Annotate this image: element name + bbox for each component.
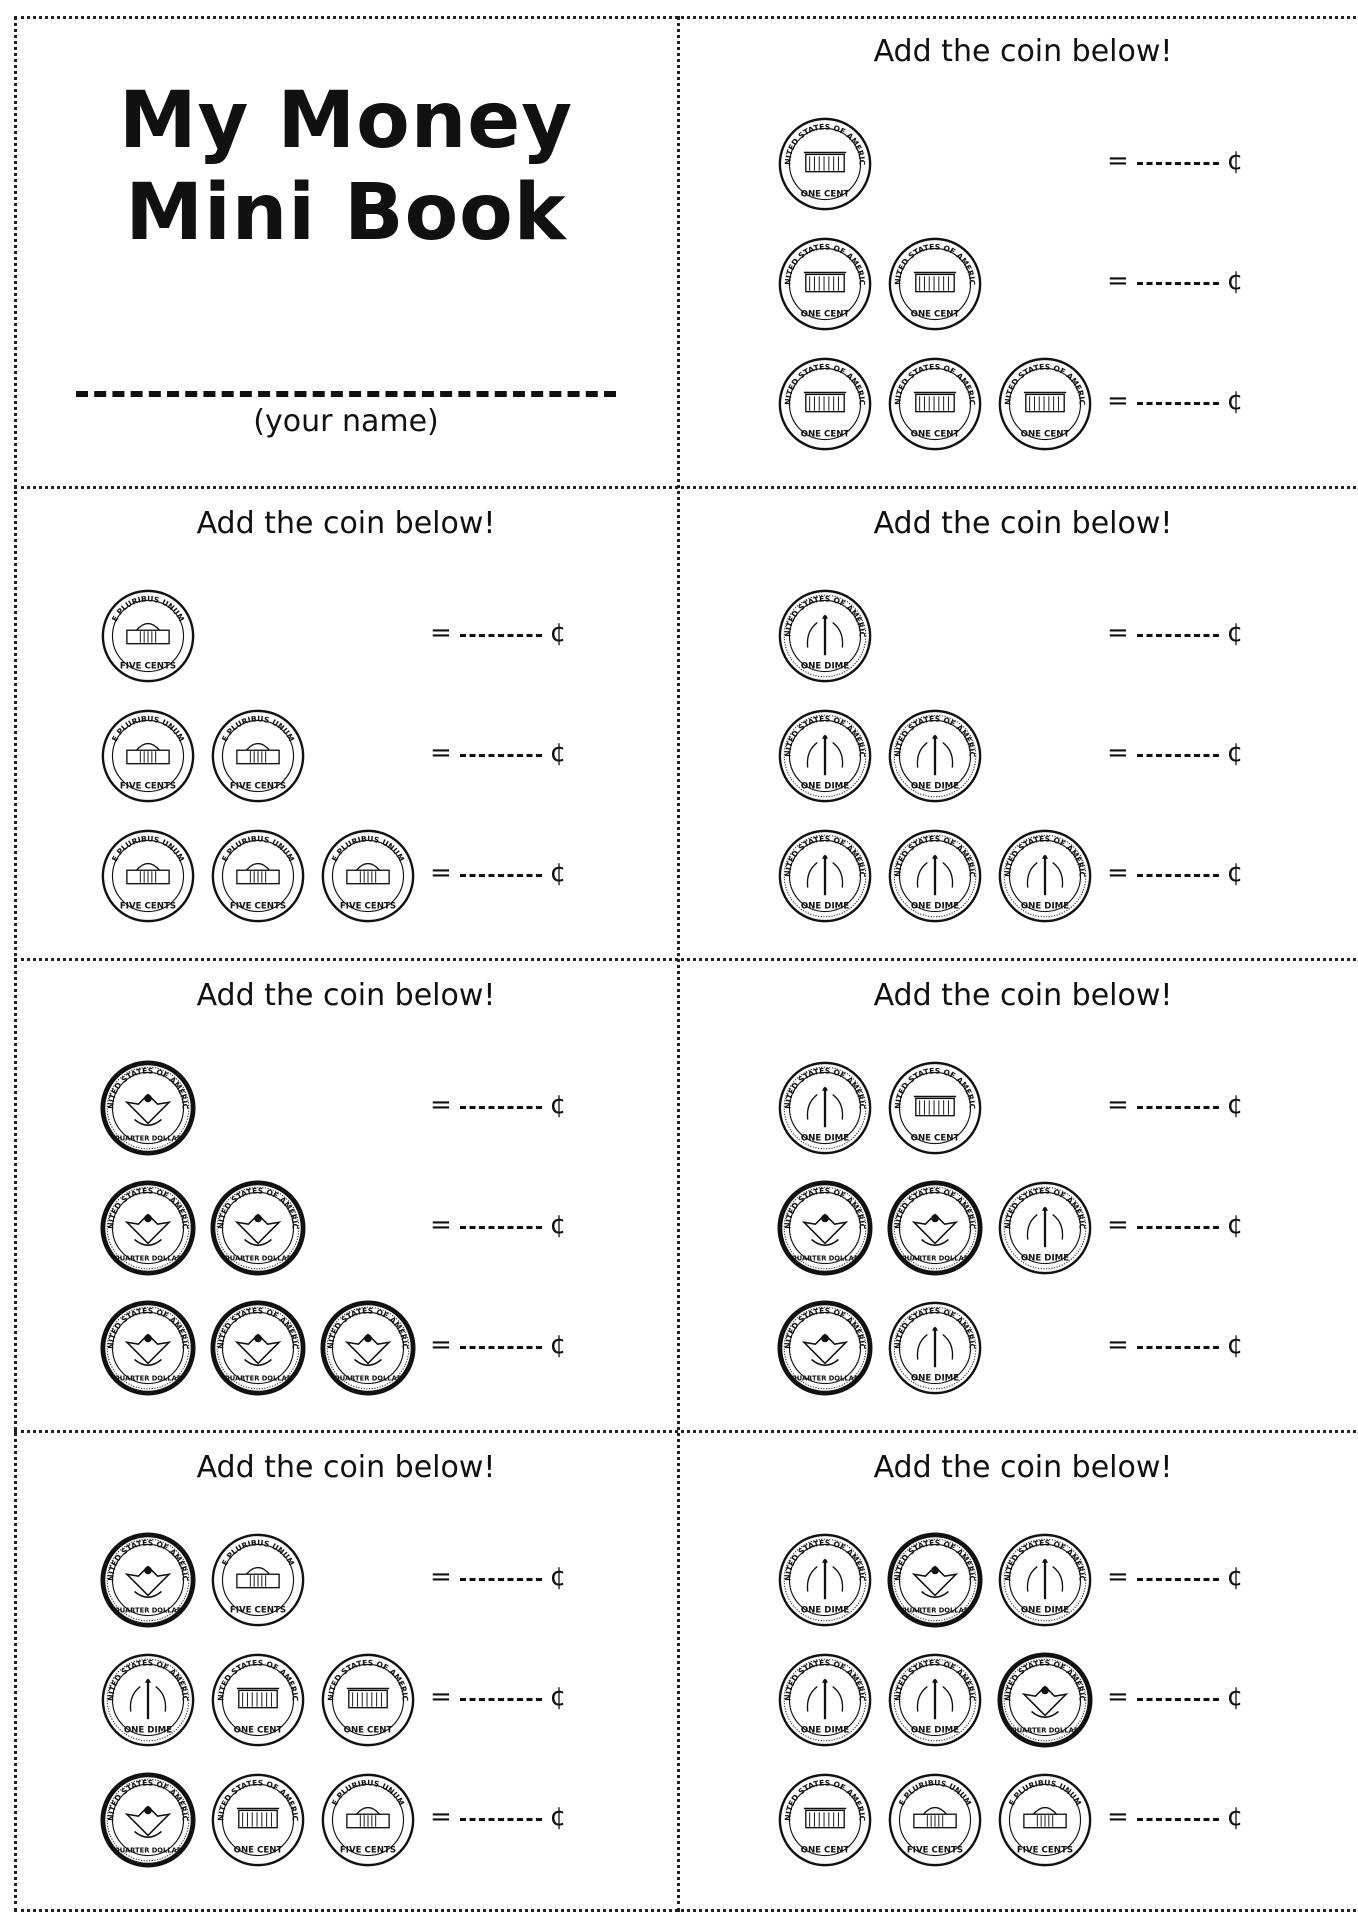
penny-coin-icon <box>210 1772 306 1868</box>
exercise-panel <box>14 1432 678 1902</box>
answer-field <box>1107 266 1243 306</box>
svg-text:FIVE CENTS: FIVE CENTS <box>119 901 177 912</box>
coin-row <box>691 236 1355 340</box>
coin-row <box>691 1652 1355 1756</box>
svg-text:FIVE CENTS: FIVE CENTS <box>119 661 177 672</box>
panel-title: Add the coin below! <box>873 1450 1173 1485</box>
cent-sign: ¢ <box>1226 858 1244 888</box>
svg-text:UNITED STATES OF AMERICA: NITED STATES OF AMERIC <box>1003 362 1087 406</box>
exercise-panel <box>691 16 1355 486</box>
dime-coin-icon <box>887 1300 983 1396</box>
quarter-coin-icon <box>100 1060 196 1156</box>
cent-sign: ¢ <box>549 1210 567 1240</box>
equals-sign: = <box>430 738 452 768</box>
svg-text:ONE DIME: ONE DIME <box>800 1725 850 1736</box>
answer-field <box>1107 146 1243 186</box>
svg-text:ONE DIME: ONE DIME <box>910 781 960 792</box>
svg-text:UNITED STATES OF AMERICA: NITED STATES OF AMERIC <box>1003 834 1087 878</box>
dime-coin-icon <box>997 1180 1093 1276</box>
answer-blank[interactable] <box>460 874 542 877</box>
dime-coin-icon <box>777 1060 873 1156</box>
svg-text:E PLURIBUS UNUM: E PLURIBUS UNUM <box>330 1778 406 1808</box>
cent-sign: ¢ <box>1226 1210 1244 1240</box>
answer-field <box>430 1802 566 1842</box>
exercise-panel <box>691 960 1355 1430</box>
svg-text:ONE DIME: ONE DIME <box>800 1133 850 1144</box>
dime-coin-icon <box>777 828 873 924</box>
coin-row <box>14 1772 678 1876</box>
answer-field <box>1107 1562 1243 1602</box>
svg-text:UNITED STATES OF AMERICA: NITED STATES OF AMERIC <box>1003 1658 1087 1702</box>
answer-blank[interactable] <box>460 1818 542 1821</box>
answer-field <box>430 738 566 778</box>
svg-text:UNITED STATES OF AMERICA: NITED STATES OF AMERIC <box>893 834 977 878</box>
dime-coin-icon <box>887 708 983 804</box>
nickel-coin-icon <box>100 708 196 804</box>
svg-text:UNITED STATES OF AMERICA: NITED STATES OF AMERIC <box>1003 1538 1087 1582</box>
quarter-coin-icon <box>100 1180 196 1276</box>
nickel-coin-icon <box>210 708 306 804</box>
svg-text:ONE DIME: ONE DIME <box>800 1605 850 1616</box>
answer-field <box>1107 1802 1243 1842</box>
dime-coin-icon <box>997 1532 1093 1628</box>
quarter-coin-icon <box>210 1180 306 1276</box>
answer-blank[interactable] <box>460 754 542 757</box>
svg-text:QUARTER DOLLAR: QUARTER DOLLAR <box>901 1254 969 1263</box>
dime-coin-icon <box>777 588 873 684</box>
svg-text:ONE DIME: ONE DIME <box>1020 901 1070 912</box>
penny-coin-icon <box>777 356 873 452</box>
answer-field <box>430 1210 566 1250</box>
svg-text:ONE CENT: ONE CENT <box>1020 429 1070 440</box>
svg-text:UNITED STATES OF AMERICA: NITED STATES OF AMERIC <box>893 1538 977 1582</box>
svg-text:E PLURIBUS UNUM: E PLURIBUS UNUM <box>220 834 296 864</box>
svg-text:UNITED STATES OF AMERICA: NITED STATES OF AMERIC <box>216 1306 300 1350</box>
svg-text:ONE DIME: ONE DIME <box>800 781 850 792</box>
cover-title-line2: Mini Book <box>125 168 567 258</box>
quarter-coin-icon <box>320 1300 416 1396</box>
svg-text:ONE DIME: ONE DIME <box>910 901 960 912</box>
svg-text:UNITED STATES OF AMERICA: NITED STATES OF AMERIC <box>216 1186 300 1230</box>
cent-sign: ¢ <box>1226 1090 1244 1120</box>
equals-sign: = <box>430 1090 452 1120</box>
coin-row <box>14 828 678 932</box>
nickel-coin-icon <box>887 1772 983 1868</box>
nickel-coin-icon <box>320 828 416 924</box>
exercise-panel <box>691 488 1355 958</box>
equals-sign: = <box>430 858 452 888</box>
svg-text:ONE DIME: ONE DIME <box>800 901 850 912</box>
nickel-coin-icon <box>100 828 196 924</box>
quarter-coin-icon <box>997 1652 1093 1748</box>
svg-text:UNITED STATES OF AMERICA: NITED STATES OF AMERIC <box>216 1658 300 1702</box>
svg-text:QUARTER DOLLAR: QUARTER DOLLAR <box>114 1254 182 1263</box>
penny-coin-icon <box>210 1652 306 1748</box>
exercise-panel <box>14 488 678 958</box>
svg-text:UNITED STATES OF AMERICA: NITED STATES OF AMERIC <box>893 362 977 406</box>
svg-text:ONE CENT: ONE CENT <box>233 1845 283 1856</box>
svg-text:UNITED STATES OF AMERICA: NITED STATES OF AMERIC <box>783 594 867 638</box>
cent-sign: ¢ <box>1226 618 1244 648</box>
dime-coin-icon <box>777 708 873 804</box>
answer-blank[interactable] <box>460 1578 542 1581</box>
cent-sign: ¢ <box>1226 1562 1244 1592</box>
svg-text:QUARTER DOLLAR: QUARTER DOLLAR <box>114 1606 182 1615</box>
answer-blank[interactable] <box>460 1698 542 1701</box>
cent-sign: ¢ <box>1226 1682 1244 1712</box>
svg-text:UNITED STATES OF AMERICA: NITED STATES OF AMERIC <box>893 1186 977 1230</box>
answer-blank[interactable] <box>1137 634 1219 637</box>
cover-title-line1: My Money <box>118 76 574 166</box>
equals-sign: = <box>1107 738 1129 768</box>
equals-sign: = <box>1107 1802 1129 1832</box>
penny-coin-icon <box>997 356 1093 452</box>
svg-text:UNITED STATES OF AMERICA: NITED STATES OF AMERIC <box>893 1066 977 1110</box>
quarter-coin-icon <box>887 1532 983 1628</box>
svg-text:E PLURIBUS UNUM: E PLURIBUS UNUM <box>330 834 406 864</box>
coin-row <box>14 1060 678 1164</box>
svg-text:UNITED STATES OF AMERICA: NITED STATES OF AMERIC <box>893 714 977 758</box>
answer-blank[interactable] <box>460 1226 542 1229</box>
coin-row <box>14 1532 678 1636</box>
exercise-panel <box>691 1432 1355 1902</box>
answer-blank[interactable] <box>460 634 542 637</box>
svg-text:UNITED STATES OF AMERICA: NITED STATES OF AMERIC <box>326 1658 410 1702</box>
svg-text:ONE CENT: ONE CENT <box>800 189 850 200</box>
svg-text:QUARTER DOLLAR: QUARTER DOLLAR <box>114 1374 182 1383</box>
penny-coin-icon <box>320 1652 416 1748</box>
panel-title: Add the coin below! <box>196 506 496 541</box>
quarter-coin-icon <box>210 1300 306 1396</box>
equals-sign: = <box>1107 1210 1129 1240</box>
dime-coin-icon <box>997 828 1093 924</box>
coin-row <box>691 708 1355 812</box>
penny-coin-icon <box>887 236 983 332</box>
equals-sign: = <box>1107 266 1129 296</box>
svg-text:UNITED STATES OF AMERICA: NITED STATES OF AMERIC <box>783 714 867 758</box>
svg-text:UNITED STATES OF AMERICA: NITED STATES OF AMERIC <box>893 242 977 286</box>
svg-text:QUARTER DOLLAR: QUARTER DOLLAR <box>791 1374 859 1383</box>
svg-text:UNITED STATES OF AMERICA: NITED STATES OF AMERIC <box>106 1066 190 1110</box>
quarter-coin-icon <box>100 1300 196 1396</box>
svg-text:UNITED STATES OF AMERICA: NITED STATES OF AMERIC <box>783 362 867 406</box>
cent-sign: ¢ <box>549 1330 567 1360</box>
coin-row <box>691 116 1355 220</box>
cent-sign: ¢ <box>549 1090 567 1120</box>
coin-row <box>14 588 678 692</box>
answer-field <box>430 858 566 898</box>
coin-row <box>14 1180 678 1284</box>
dime-coin-icon <box>887 828 983 924</box>
svg-text:UNITED STATES OF AMERICA: NITED STATES OF AMERIC <box>893 1658 977 1702</box>
cent-sign: ¢ <box>1226 386 1244 416</box>
panel-title: Add the coin below! <box>196 978 496 1013</box>
nickel-coin-icon <box>320 1772 416 1868</box>
cent-sign: ¢ <box>1226 266 1244 296</box>
svg-text:UNITED STATES OF AMERICA: NITED STATES OF AMERIC <box>783 242 867 286</box>
svg-text:QUARTER DOLLAR: QUARTER DOLLAR <box>1011 1726 1079 1735</box>
svg-text:FIVE CENTS: FIVE CENTS <box>339 901 397 912</box>
answer-blank[interactable] <box>1137 402 1219 405</box>
svg-text:ONE DIME: ONE DIME <box>910 1373 960 1384</box>
equals-sign: = <box>1107 146 1129 176</box>
cent-sign: ¢ <box>549 738 567 768</box>
cent-sign: ¢ <box>1226 146 1244 176</box>
coin-row <box>691 1060 1355 1164</box>
penny-coin-icon <box>777 1772 873 1868</box>
quarter-coin-icon <box>100 1772 196 1868</box>
svg-text:FIVE CENTS: FIVE CENTS <box>1016 1845 1074 1856</box>
answer-blank[interactable] <box>1137 162 1219 165</box>
equals-sign: = <box>430 618 452 648</box>
svg-text:FIVE CENTS: FIVE CENTS <box>229 781 287 792</box>
svg-text:QUARTER DOLLAR: QUARTER DOLLAR <box>224 1374 292 1383</box>
svg-text:UNITED STATES OF AMERICA: NITED STATES OF AMERIC <box>783 1066 867 1110</box>
coin-row <box>691 1532 1355 1636</box>
answer-field <box>1107 1330 1243 1370</box>
nickel-coin-icon <box>210 1532 306 1628</box>
svg-text:ONE CENT: ONE CENT <box>800 309 850 320</box>
cent-sign: ¢ <box>549 1682 567 1712</box>
svg-text:QUARTER DOLLAR: QUARTER DOLLAR <box>114 1134 182 1143</box>
equals-sign: = <box>1107 386 1129 416</box>
svg-text:E PLURIBUS UNUM: E PLURIBUS UNUM <box>110 594 186 624</box>
answer-field <box>430 618 566 658</box>
equals-sign: = <box>1107 1562 1129 1592</box>
quarter-coin-icon <box>100 1532 196 1628</box>
penny-coin-icon <box>777 236 873 332</box>
panel-title: Add the coin below! <box>196 1450 496 1485</box>
svg-text:E PLURIBUS UNUM: E PLURIBUS UNUM <box>220 1538 296 1568</box>
answer-blank[interactable] <box>1137 874 1219 877</box>
quarter-coin-icon <box>777 1180 873 1276</box>
answer-blank[interactable] <box>460 1106 542 1109</box>
svg-text:FIVE CENTS: FIVE CENTS <box>119 781 177 792</box>
nickel-coin-icon <box>100 588 196 684</box>
cent-sign: ¢ <box>549 618 567 648</box>
svg-text:UNITED STATES OF AMERICA: NITED STATES OF AMERIC <box>216 1778 300 1822</box>
coin-row <box>691 588 1355 692</box>
svg-text:UNITED STATES OF AMERICA: NITED STATES OF AMERIC <box>783 1306 867 1350</box>
svg-text:FIVE CENTS: FIVE CENTS <box>339 1845 397 1856</box>
answer-field <box>430 1682 566 1722</box>
dime-coin-icon <box>100 1652 196 1748</box>
answer-field <box>1107 1210 1243 1250</box>
name-write-line[interactable] <box>76 391 616 397</box>
coin-row <box>691 1772 1355 1876</box>
equals-sign: = <box>430 1562 452 1592</box>
svg-text:ONE CENT: ONE CENT <box>800 429 850 440</box>
nickel-coin-icon <box>210 828 306 924</box>
cent-sign: ¢ <box>549 858 567 888</box>
dime-coin-icon <box>777 1652 873 1748</box>
answer-blank[interactable] <box>1137 1226 1219 1229</box>
svg-text:ONE CENT: ONE CENT <box>343 1725 393 1736</box>
svg-text:ONE CENT: ONE CENT <box>910 1133 960 1144</box>
svg-text:UNITED STATES OF AMERICA: NITED STATES OF AMERIC <box>783 122 867 166</box>
panel-title: Add the coin below! <box>873 978 1173 1013</box>
svg-text:ONE DIME: ONE DIME <box>1020 1605 1070 1616</box>
cent-sign: ¢ <box>1226 1330 1244 1360</box>
coin-row <box>14 1300 678 1404</box>
svg-text:QUARTER DOLLAR: QUARTER DOLLAR <box>901 1606 969 1615</box>
equals-sign: = <box>430 1210 452 1240</box>
answer-blank[interactable] <box>1137 1698 1219 1701</box>
quarter-coin-icon <box>777 1300 873 1396</box>
answer-field <box>1107 1682 1243 1722</box>
nickel-coin-icon <box>997 1772 1093 1868</box>
svg-text:UNITED STATES OF AMERICA: NITED STATES OF AMERIC <box>106 1658 190 1702</box>
penny-coin-icon <box>887 1060 983 1156</box>
svg-text:QUARTER DOLLAR: QUARTER DOLLAR <box>114 1846 182 1855</box>
svg-text:ONE CENT: ONE CENT <box>910 309 960 320</box>
svg-text:UNITED STATES OF AMERICA: NITED STATES OF AMERIC <box>106 1778 190 1822</box>
svg-text:UNITED STATES OF AMERICA: NITED STATES OF AMERIC <box>106 1538 190 1582</box>
svg-text:UNITED STATES OF AMERICA: NITED STATES OF AMERIC <box>106 1186 190 1230</box>
svg-text:UNITED STATES OF AMERICA: NITED STATES OF AMERIC <box>326 1306 410 1350</box>
panel-title: Add the coin below! <box>873 506 1173 541</box>
equals-sign: = <box>430 1330 452 1360</box>
answer-blank[interactable] <box>1137 1106 1219 1109</box>
equals-sign: = <box>430 1682 452 1712</box>
cent-sign: ¢ <box>1226 1802 1244 1832</box>
dime-coin-icon <box>887 1652 983 1748</box>
equals-sign: = <box>1107 1330 1129 1360</box>
quarter-coin-icon <box>887 1180 983 1276</box>
svg-text:E PLURIBUS UNUM: E PLURIBUS UNUM <box>110 834 186 864</box>
exercise-panel <box>14 960 678 1430</box>
svg-text:E PLURIBUS UNUM: E PLURIBUS UNUM <box>1007 1778 1083 1808</box>
cent-sign: ¢ <box>549 1562 567 1592</box>
svg-text:FIVE CENTS: FIVE CENTS <box>229 1605 287 1616</box>
svg-text:FIVE CENTS: FIVE CENTS <box>906 1845 964 1856</box>
equals-sign: = <box>1107 1682 1129 1712</box>
panel-title: Add the coin below! <box>873 34 1173 69</box>
answer-field <box>1107 1090 1243 1130</box>
cent-sign: ¢ <box>1226 738 1244 768</box>
svg-text:FIVE CENTS: FIVE CENTS <box>229 901 287 912</box>
penny-coin-icon <box>887 356 983 452</box>
answer-field <box>1107 618 1243 658</box>
coin-row <box>691 356 1355 460</box>
svg-text:UNITED STATES OF AMERICA: NITED STATES OF AMERIC <box>783 1186 867 1230</box>
penny-coin-icon <box>777 116 873 212</box>
cent-sign: ¢ <box>549 1802 567 1832</box>
svg-text:ONE CENT: ONE CENT <box>233 1725 283 1736</box>
svg-text:ONE DIME: ONE DIME <box>910 1725 960 1736</box>
coin-row <box>14 708 678 812</box>
svg-text:QUARTER DOLLAR: QUARTER DOLLAR <box>334 1374 402 1383</box>
svg-text:ONE DIME: ONE DIME <box>1020 1253 1070 1264</box>
answer-field <box>1107 386 1243 426</box>
svg-text:ONE DIME: ONE DIME <box>800 661 850 672</box>
svg-text:UNITED STATES OF AMERICA: NITED STATES OF AMERIC <box>893 1306 977 1350</box>
answer-blank[interactable] <box>1137 1578 1219 1581</box>
coin-row <box>691 1300 1355 1404</box>
answer-blank[interactable] <box>1137 282 1219 285</box>
answer-field <box>430 1090 566 1130</box>
svg-text:E PLURIBUS UNUM: E PLURIBUS UNUM <box>110 714 186 744</box>
answer-field <box>430 1562 566 1602</box>
equals-sign: = <box>1107 1090 1129 1120</box>
answer-blank[interactable] <box>460 1346 542 1349</box>
equals-sign: = <box>1107 618 1129 648</box>
svg-text:UNITED STATES OF AMERICA: NITED STATES OF AMERIC <box>106 1306 190 1350</box>
answer-field <box>430 1330 566 1370</box>
equals-sign: = <box>430 1802 452 1832</box>
svg-text:E PLURIBUS UNUM: E PLURIBUS UNUM <box>897 1778 973 1808</box>
name-caption: (your name) <box>253 404 439 439</box>
answer-blank[interactable] <box>1137 1818 1219 1821</box>
coin-row <box>14 1652 678 1756</box>
cover-panel <box>14 16 678 486</box>
svg-text:UNITED STATES OF AMERICA: NITED STATES OF AMERIC <box>783 834 867 878</box>
coin-row <box>691 828 1355 932</box>
svg-text:E PLURIBUS UNUM: E PLURIBUS UNUM <box>220 714 296 744</box>
svg-text:QUARTER DOLLAR: QUARTER DOLLAR <box>224 1254 292 1263</box>
svg-text:UNITED STATES OF AMERICA: NITED STATES OF AMERIC <box>783 1658 867 1702</box>
coin-row <box>691 1180 1355 1284</box>
answer-blank[interactable] <box>1137 754 1219 757</box>
answer-blank[interactable] <box>1137 1346 1219 1349</box>
svg-text:UNITED STATES OF AMERICA: NITED STATES OF AMERIC <box>783 1778 867 1822</box>
svg-text:ONE CENT: ONE CENT <box>800 1845 850 1856</box>
equals-sign: = <box>1107 858 1129 888</box>
svg-text:QUARTER DOLLAR: QUARTER DOLLAR <box>791 1254 859 1263</box>
answer-field <box>1107 858 1243 898</box>
svg-text:UNITED STATES OF AMERICA: NITED STATES OF AMERIC <box>783 1538 867 1582</box>
svg-text:UNITED STATES OF AMERICA: NITED STATES OF AMERIC <box>1003 1186 1087 1230</box>
answer-field <box>1107 738 1243 778</box>
dime-coin-icon <box>777 1532 873 1628</box>
svg-text:ONE CENT: ONE CENT <box>910 429 960 440</box>
svg-text:ONE DIME: ONE DIME <box>123 1725 173 1736</box>
